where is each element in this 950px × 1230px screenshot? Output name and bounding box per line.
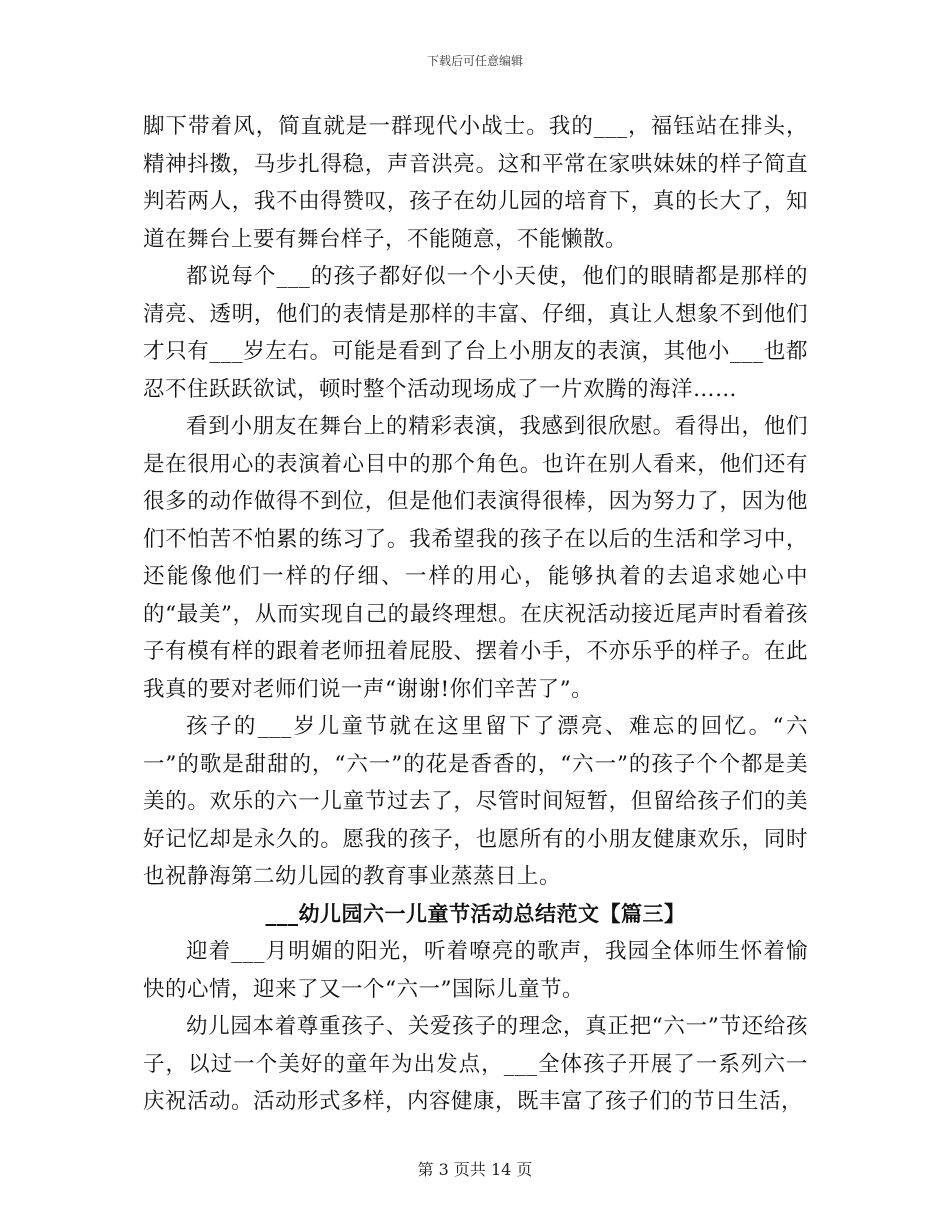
section-title: ___幼儿园六一儿童节活动总结范文【篇三】 bbox=[265, 901, 686, 926]
paragraph: 都说每个___的孩子都好似一个小天使，他们的眼睛都是那样的清亮、透明，他们的表情是那样的丰富、仔细，真让人想象不到他们才只有___岁左右。可能是看到了台上小朋友的表演，其他小___也都忍不住跃跃欲试，顿时整个活动现场成了一片欢腾的海洋…… bbox=[143, 264, 808, 402]
paragraph: 孩子的___岁儿童节就在这里留下了漂亮、难忘的回忆。“六一”的歌是甜甜的，“六一”的花是香香的，“六一”的孩子个个都是美美的。欢乐的六一儿童节过去了，尽管时间短暂，但留给孩子们的美好记忆却是永久的。愿我的孩子，也愿所有的小朋友健康欢乐，同时也祝静海第二幼儿园的教育事业蒸蒸日上。 bbox=[143, 714, 808, 889]
paragraph: 幼儿园本着尊重孩子、关爱孩子的理念，真正把“六一”节还给孩子，以过一个美好的童年为出发点，___全体孩子开展了一系列六一庆祝活动。活动形式多样，内容健康，既丰富了孩子们的节日生活， bbox=[143, 1014, 808, 1114]
document-body bbox=[143, 108, 808, 1121]
page-header: 下载后可任意编辑 bbox=[426, 54, 523, 68]
page-number: 第 3 页共 14 页 bbox=[417, 1160, 533, 1179]
paragraph-continuation: 脚下带着风，简直就是一群现代小战士。我的___，福钰站在排头，精神抖擞，马步扎得稳，声音洪亮。这和平常在家哄妹妹的样子简直判若两人，我不由得赞叹，孩子在幼儿园的培育下，真的长大了，知道在舞台上要有舞台样子，不能随意，不能懒散。 bbox=[143, 114, 808, 252]
paragraph: 看到小朋友在舞台上的精彩表演，我感到很欣慰。看得出，他们是在很用心的表演着心目中的那个角色。也许在别人看来，他们还有很多的动作做得不到位，但是他们表演得很棒，因为努力了，因为他们不怕苦不怕累的练习了。我希望我的孩子在以后的生活和学习中，还能像他们一样的仔细、一样的用心，能够执着的去追求她心中的“最美”，从而实现自己的最终理想。在庆祝活动接近尾声时看着孩子有模有样的跟着老师扭着屁股、摆着小手，不亦乐乎的样子。在此我真的要对老师们说一声“谢谢!你们辛苦了”。 bbox=[143, 414, 808, 702]
paragraph: 迎着___月明媚的阳光，听着嘹亮的歌声，我园全体师生怀着愉快的心情，迎来了又一个“六一”国际儿童节。 bbox=[143, 939, 808, 1002]
